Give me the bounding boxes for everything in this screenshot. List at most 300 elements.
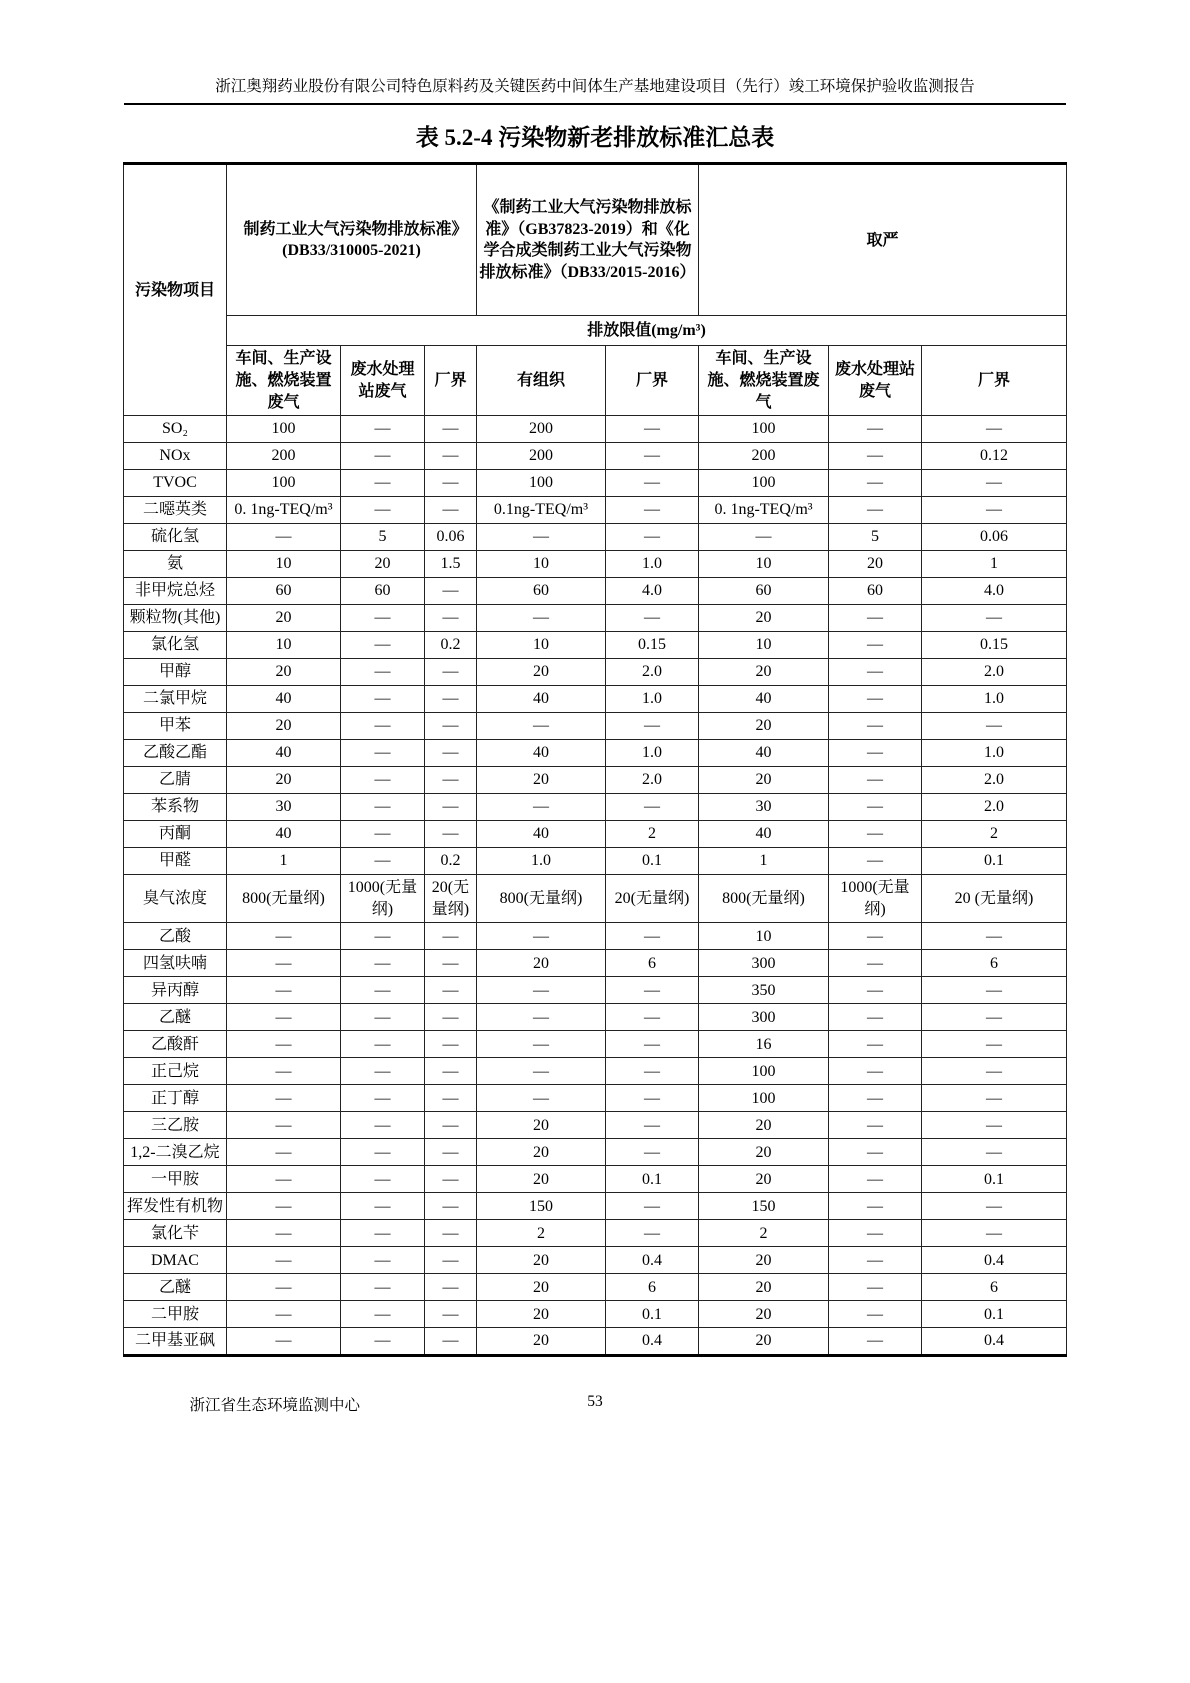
pollutant-name: 苯系物 [123,794,226,821]
limit-value: — [226,1139,340,1166]
limit-value: 0.1 [922,848,1067,875]
limit-value: 0.15 [605,632,698,659]
pollutant-name: 非甲烷总烃 [123,578,226,605]
limit-value: — [476,1031,605,1058]
pollutant-name: 正己烷 [123,1058,226,1085]
limit-value: 1.0 [922,740,1067,767]
limit-value: 1.5 [424,551,476,578]
limit-value: 1.0 [476,848,605,875]
limit-value: 0.1 [922,1166,1067,1193]
limit-value: 0.2 [424,632,476,659]
limit-value: — [829,1112,922,1139]
limit-value: — [226,1193,340,1220]
limit-value: — [922,605,1067,632]
limit-value: — [340,1139,424,1166]
limit-value: — [605,605,698,632]
limit-value: — [226,1220,340,1247]
limit-value: — [340,1328,424,1356]
limit-value: — [829,1274,922,1301]
limit-value: 4.0 [605,578,698,605]
limit-value: 800(无量纲) [699,875,829,923]
limit-value: 20 [699,767,829,794]
limit-value: — [226,1301,340,1328]
limit-value: — [340,740,424,767]
limit-value: — [476,977,605,1004]
limit-value: 100 [226,470,340,497]
limit-value: — [829,632,922,659]
limit-value: — [476,923,605,950]
table-row [123,416,1066,443]
limit-value: 100 [226,416,340,443]
limit-value: 20 [699,659,829,686]
limit-value: — [605,713,698,740]
emission-standards-table [123,162,1067,1357]
limit-value: 200 [476,443,605,470]
limit-value: — [922,1031,1067,1058]
limit-value: — [424,1301,476,1328]
limit-value: — [605,470,698,497]
limit-value: 20 [699,1328,829,1356]
limit-value: 2 [476,1220,605,1247]
limit-value: — [424,578,476,605]
limit-value: 10 [699,551,829,578]
limit-value: 20 [476,1301,605,1328]
limit-value: 40 [226,686,340,713]
limit-value: — [605,1085,698,1112]
limit-value: — [829,1139,922,1166]
limit-value: — [605,1031,698,1058]
limit-value: 2.0 [922,794,1067,821]
limit-value: — [829,497,922,524]
limit-value: — [340,470,424,497]
pollutant-name: 甲醇 [123,659,226,686]
limit-value: — [424,1139,476,1166]
limit-value: — [476,524,605,551]
limit-value: — [829,794,922,821]
limit-value: 100 [699,1085,829,1112]
limit-value: — [340,1004,424,1031]
limit-value: 20 [699,1139,829,1166]
limit-value: — [829,821,922,848]
limit-value: 300 [699,950,829,977]
limit-value: — [829,470,922,497]
limit-value: — [424,470,476,497]
table-header-row-limit [123,316,1066,346]
limit-value: — [829,605,922,632]
limit-value: 2.0 [605,659,698,686]
limit-value: — [424,794,476,821]
limit-value: — [829,416,922,443]
limit-value: — [424,950,476,977]
limit-value: 60 [699,578,829,605]
limit-value: — [226,1031,340,1058]
limit-value: — [829,1193,922,1220]
table-row [123,1031,1066,1058]
limit-value: 20 [699,1112,829,1139]
limit-value: — [226,524,340,551]
limit-value: 0. 1ng-TEQ/m³ [699,497,829,524]
limit-value: 10 [226,551,340,578]
limit-value: 1.0 [605,686,698,713]
limit-value: 0.06 [424,524,476,551]
limit-value: 20 [476,767,605,794]
limit-value: 20 [476,1328,605,1356]
limit-value: — [424,1004,476,1031]
table-row [123,767,1066,794]
footer-organization: 浙江省生态环境监测中心 [189,1397,361,1415]
limit-value: — [922,713,1067,740]
subheader-workshop-exhaust-1: 车间、生产设施、燃烧装置废气 [226,346,340,416]
limit-value: 60 [829,578,922,605]
table-header-row-sources [123,346,1066,416]
limit-value: — [226,1112,340,1139]
limit-value: — [424,1193,476,1220]
limit-value: 60 [226,578,340,605]
table-row [123,848,1066,875]
limit-value: — [829,767,922,794]
limit-value: 40 [699,740,829,767]
limit-value: — [424,416,476,443]
limit-value: — [922,1220,1067,1247]
limit-value: — [829,686,922,713]
limit-value: 60 [476,578,605,605]
table-row [123,551,1066,578]
limit-value: 1 [699,848,829,875]
limit-value: — [829,1166,922,1193]
limit-value: 1 [922,551,1067,578]
limit-value: 0.2 [424,848,476,875]
limit-value: — [424,686,476,713]
limit-value: — [922,497,1067,524]
limit-value: — [605,524,698,551]
limit-value: 40 [226,740,340,767]
limit-value: — [829,1031,922,1058]
limit-value: — [340,659,424,686]
limit-value: — [226,1058,340,1085]
limit-value: — [340,923,424,950]
limit-value: — [226,1247,340,1274]
limit-value: — [340,1031,424,1058]
table-row [123,1301,1066,1328]
limit-value: 0.1 [922,1301,1067,1328]
limit-value: 300 [699,1004,829,1031]
table-row [123,875,1066,923]
limit-value: 20 [340,551,424,578]
limit-value: — [424,740,476,767]
pollutant-name: 三乙胺 [123,1112,226,1139]
limit-value: 200 [476,416,605,443]
limit-value: — [922,1112,1067,1139]
limit-value: — [605,1004,698,1031]
table-row [123,821,1066,848]
limit-value: — [829,659,922,686]
limit-value: 60 [340,578,424,605]
limit-value: — [340,848,424,875]
subheader-boundary-1: 厂界 [424,346,476,416]
limit-value: — [829,848,922,875]
table-row [123,1058,1066,1085]
limit-value: 20 (无量纲) [922,875,1067,923]
table-row [123,605,1066,632]
limit-value: — [226,1328,340,1356]
limit-value: — [424,1247,476,1274]
pollutant-name: NOx [123,443,226,470]
limit-value: 20 [699,713,829,740]
limit-value: 0.1 [605,1166,698,1193]
limit-value: — [829,1085,922,1112]
pollutant-name: 氯化氢 [123,632,226,659]
table-row [123,740,1066,767]
pollutant-name: 甲苯 [123,713,226,740]
limit-value: — [340,767,424,794]
limit-value: — [424,1031,476,1058]
limit-value: 20 [476,1112,605,1139]
limit-value: — [340,1220,424,1247]
limit-value: — [340,497,424,524]
limit-value: — [226,1166,340,1193]
limit-value: 20 [476,1139,605,1166]
table-title: 表 5.2-4 污染物新老排放标准汇总表 [415,125,775,151]
pollutant-name: 二甲胺 [123,1301,226,1328]
table-header-row-groups [123,164,1066,316]
limit-value: — [340,443,424,470]
limit-value: — [424,1166,476,1193]
pollutant-name: 乙酸酐 [123,1031,226,1058]
table-body [123,416,1066,1356]
limit-value: — [226,1085,340,1112]
limit-value: — [340,1247,424,1274]
limit-value: 20 [226,659,340,686]
limit-value: — [226,1004,340,1031]
limit-value: 20 [699,1301,829,1328]
document-footer [124,1393,1067,1415]
limit-value: 40 [699,686,829,713]
limit-value: — [829,1220,922,1247]
limit-value: 1 [226,848,340,875]
limit-value: 5 [340,524,424,551]
limit-value: — [476,605,605,632]
limit-value: — [829,740,922,767]
limit-value: — [605,794,698,821]
table-row [123,686,1066,713]
limit-unit-header: 排放限值(mg/m³) [226,316,1066,346]
table-row [123,1166,1066,1193]
limit-value: 20 [829,551,922,578]
limit-value: — [922,416,1067,443]
limit-value: — [829,1058,922,1085]
subheader-wastewater-station-1: 废水处理站废气 [340,346,424,416]
pollutant-name: 乙醚 [123,1004,226,1031]
limit-value: 0.4 [922,1328,1067,1356]
limit-value: 2.0 [605,767,698,794]
limit-value: 0.12 [922,443,1067,470]
limit-value: — [922,977,1067,1004]
limit-value: 2 [605,821,698,848]
table-row [123,1139,1066,1166]
limit-value: — [605,443,698,470]
limit-value: — [829,923,922,950]
limit-value: 20 [226,713,340,740]
limit-value: 2.0 [922,767,1067,794]
limit-value: — [829,1004,922,1031]
limit-value: — [340,713,424,740]
limit-value: — [922,923,1067,950]
limit-value: — [922,1004,1067,1031]
limit-value: — [424,923,476,950]
limit-value: 16 [699,1031,829,1058]
pollutant-name: 二甲基亚砜 [123,1328,226,1356]
limit-value: — [340,977,424,1004]
limit-value: — [922,1058,1067,1085]
limit-value: — [476,1058,605,1085]
limit-value: 10 [699,923,829,950]
limit-value: — [605,497,698,524]
limit-value: — [829,713,922,740]
limit-value: — [226,950,340,977]
limit-value: — [829,977,922,1004]
limit-value: 0.1 [605,1301,698,1328]
limit-value: 0.1 [605,848,698,875]
limit-value: — [340,1193,424,1220]
table-row [123,470,1066,497]
subheader-organized: 有组织 [476,346,605,416]
subheader-boundary-2: 厂界 [605,346,698,416]
limit-value: — [424,1328,476,1356]
limit-value: 20 [476,1274,605,1301]
limit-value: — [605,977,698,1004]
table-row [123,1193,1066,1220]
limit-value: — [424,713,476,740]
limit-value: — [476,1085,605,1112]
limit-value: — [424,497,476,524]
limit-value: 0.4 [605,1328,698,1356]
limit-value: — [605,1112,698,1139]
limit-value: — [340,794,424,821]
limit-value: — [424,977,476,1004]
table-row [123,977,1066,1004]
limit-value: — [340,686,424,713]
pollutant-name: 氯化苄 [123,1220,226,1247]
limit-value: 40 [699,821,829,848]
limit-value: 200 [699,443,829,470]
limit-value: — [340,1301,424,1328]
subheader-wastewater-station-2: 废水处理站废气 [829,346,922,416]
pollutant-name: 颗粒物(其他) [123,605,226,632]
limit-value: 20 [699,1247,829,1274]
limit-value: — [605,416,698,443]
pollutant-name: 异丙醇 [123,977,226,1004]
limit-value: — [340,1274,424,1301]
limit-value: 200 [226,443,340,470]
pollutant-name: 臭气浓度 [123,875,226,923]
limit-value: 40 [476,686,605,713]
table-row [123,497,1066,524]
limit-value: — [605,1220,698,1247]
document-header [124,76,1066,105]
limit-value: 30 [226,794,340,821]
pollutant-name: 乙腈 [123,767,226,794]
limit-value: 100 [699,470,829,497]
limit-value: 20 [699,605,829,632]
pollutant-name: 甲醛 [123,848,226,875]
limit-value: 20 [226,605,340,632]
pollutant-name: DMAC [123,1247,226,1274]
table-row [123,713,1066,740]
limit-value: 40 [476,740,605,767]
limit-value: 20 [699,1166,829,1193]
pollutant-name: 一甲胺 [123,1166,226,1193]
limit-value: 30 [699,794,829,821]
pollutant-name: 乙酸乙酯 [123,740,226,767]
group-header-db33-310005-2021: 制药工业大气污染物排放标准》 (DB33/310005-2021) [226,164,476,316]
limit-value: 6 [922,950,1067,977]
limit-value: — [226,977,340,1004]
limit-value: 0.4 [605,1247,698,1274]
limit-value: 20 [476,659,605,686]
pollutant-name: 丙酮 [123,821,226,848]
pollutant-name: 二氯甲烷 [123,686,226,713]
table-row [123,1220,1066,1247]
pollutant-name: 1,2-二溴乙烷 [123,1139,226,1166]
limit-value: 6 [605,950,698,977]
table-row [123,923,1066,950]
pollutant-name: 乙酸 [123,923,226,950]
limit-value: 10 [476,551,605,578]
table-row [123,659,1066,686]
limit-value: — [340,1166,424,1193]
limit-value: 40 [226,821,340,848]
limit-value: — [424,1220,476,1247]
limit-value: — [605,1139,698,1166]
limit-value: 1.0 [605,551,698,578]
limit-value: 10 [226,632,340,659]
limit-value: 20 [226,767,340,794]
limit-value: — [340,950,424,977]
limit-value: 100 [699,1058,829,1085]
limit-value: 1000(无量纲) [340,875,424,923]
limit-value: 20(无量纲) [605,875,698,923]
subheader-workshop-exhaust-2: 车间、生产设施、燃烧装置废气 [699,346,829,416]
table-row [123,578,1066,605]
limit-value: — [226,1274,340,1301]
limit-value: 20(无量纲) [424,875,476,923]
limit-value: 800(无量纲) [476,875,605,923]
limit-value: — [340,632,424,659]
document-header-text: 浙江奥翔药业股份有限公司特色原料药及关键医药中间体生产基地建设项目（先行）竣工环境保护验收监测报告 [215,78,975,95]
table-row [123,1328,1066,1356]
pollutant-name: 四氢呋喃 [123,950,226,977]
limit-value: — [829,443,922,470]
limit-value: — [476,713,605,740]
limit-value: 150 [699,1193,829,1220]
limit-value: 1000(无量纲) [829,875,922,923]
limit-value: 100 [699,416,829,443]
group-header-gb37823-db33-2015: 《制药工业大气污染物排放标准》（GB37823-2019）和《化学合成类制药工业大气污染物排放标准》（DB33/2015-2016） [476,164,698,316]
limit-value: 6 [922,1274,1067,1301]
limit-value: — [829,1328,922,1356]
limit-value: 20 [476,1166,605,1193]
limit-value: 5 [829,524,922,551]
limit-value: 350 [699,977,829,1004]
pollutant-name: 正丁醇 [123,1085,226,1112]
limit-value: — [424,443,476,470]
limit-value: 800(无量纲) [226,875,340,923]
page-number: 53 [587,1393,603,1411]
table-row [123,1085,1066,1112]
limit-value: 2 [922,821,1067,848]
limit-value: — [922,1085,1067,1112]
limit-value: — [340,1085,424,1112]
